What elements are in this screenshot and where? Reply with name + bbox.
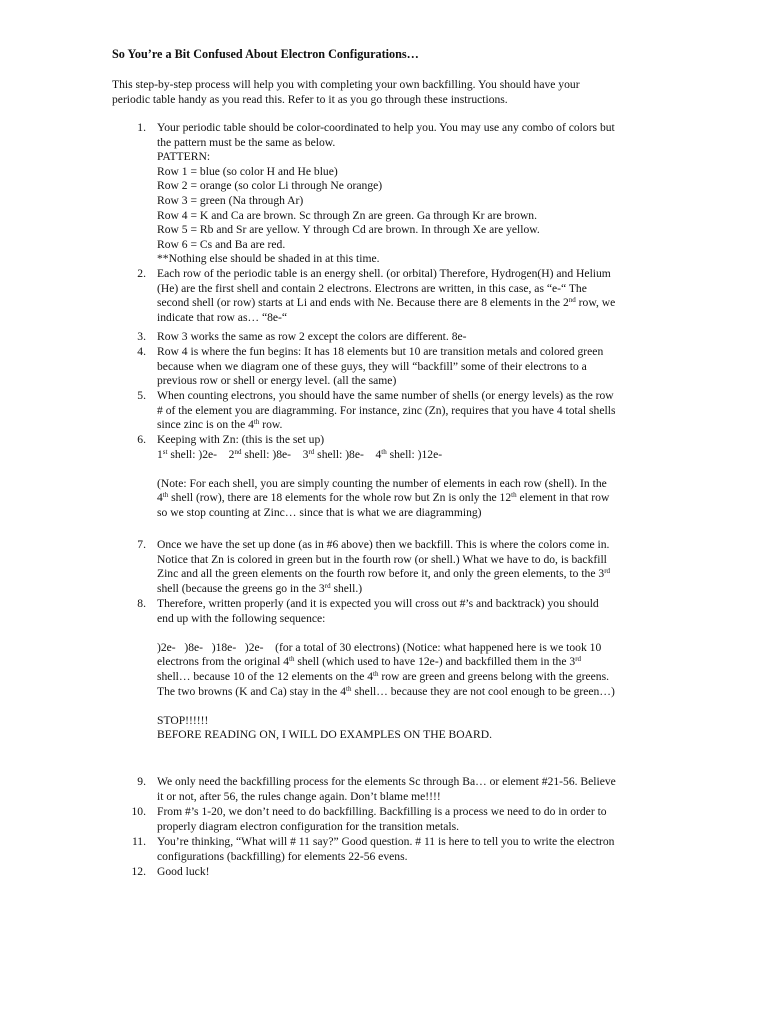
- item-text: [157, 835, 614, 864]
- document-title: So You’re a Bit Confused About Electron Configurations…: [112, 47, 419, 61]
- text-line: Once we have the set up done (as in #6 above) then we backfill. This is where the colors come in.: [157, 538, 610, 551]
- text-line: since zinc is on the 4th row.: [157, 418, 283, 432]
- text-line: Row 1 = blue (so color H and He blue): [157, 164, 338, 178]
- text-line: Keeping with Zn: (this is the set up): [157, 433, 325, 446]
- text-line: Good luck!: [157, 865, 210, 878]
- text-line: Your periodic table should be color-coordinated to help you. You may use any combo of colors but: [157, 121, 615, 134]
- text-line: # of the element you are diagramming. For instance, zinc (Zn), requires that you have 4 total shells: [157, 403, 616, 417]
- text-line: previous row or shell or energy level. (all the same): [157, 374, 397, 388]
- text-line: When counting electrons, you should have the same number of shells (or energy levels) as the row: [157, 389, 614, 402]
- item-text: [157, 538, 610, 596]
- item-text: [157, 865, 209, 880]
- text-line: PATTERN:: [157, 150, 211, 164]
- item-text: [157, 805, 607, 834]
- board-notice: BEFORE READING ON, I WILL DO EXAMPLES ON THE BOARD.: [157, 728, 493, 742]
- note-line: 4th shell (row), there are 18 elements for the whole row but Zn is only the 12th element in that row: [157, 491, 610, 505]
- item-number: 11.: [131, 835, 146, 848]
- item-text: [157, 330, 467, 345]
- text-line: the pattern must be the same as below.: [157, 135, 336, 149]
- text-line: Row 5 = Rb and Sr are yellow. Y through Cd are brown. In through Xe are yellow.: [157, 223, 540, 237]
- item-number: 8.: [137, 597, 146, 610]
- item-number: 6.: [137, 433, 146, 446]
- text-line: Therefore, written properly (and it is expected you will cross out #’s and backtrack) you should: [157, 597, 599, 610]
- stop-notice: STOP!!!!!!: [157, 713, 209, 727]
- text-line: Notice that Zn is colored in green but in the fourth row (or shell.) What we have to do, is backfill: [157, 552, 607, 566]
- item-number: 3.: [137, 330, 146, 343]
- item-number: 4.: [137, 345, 146, 358]
- item-number: 1.: [137, 121, 146, 134]
- text-line: Row 4 is where the fun begins: It has 18 elements but 10 are transition metals and colored green: [157, 345, 604, 358]
- item-text: [157, 121, 615, 267]
- note-line: (Note: For each shell, you are simply counting the number of elements in each row (shell). In the: [157, 476, 607, 490]
- text-line: it or not, after 56, the rules change again. Don’t blame me!!!!: [157, 789, 441, 803]
- text-line: second shell (or row) starts at Li and ends with Ne. Because there are 8 elements in the 2nd row, we: [157, 296, 616, 310]
- intro-line: This step-by-step process will help you with completing your own backfilling. You should have your: [112, 78, 580, 91]
- item-text: [157, 433, 609, 521]
- sequence-line: shell… because 10 of the 12 elements on the 4th row are green and greens belong with the greens.: [157, 669, 609, 683]
- item-number: 7.: [137, 538, 146, 551]
- item-number: 12.: [131, 865, 146, 878]
- text-line: (He) are the first shell and contain 2 electrons. Electrons are written, in this case, as “e-“ The: [157, 281, 587, 295]
- text-line: Row 2 = orange (so color Li through Ne orange): [157, 179, 383, 193]
- text-line: because when we diagram one of these guys, they will “backfill” some of their electrons to a: [157, 359, 587, 373]
- intro-line: periodic table handy as you read this. Refer to it as you go through these instructions.: [112, 93, 508, 106]
- text-line: Row 3 works the same as row 2 except the colors are different. 8e-: [157, 330, 467, 343]
- text-line: Row 4 = K and Ca are brown. Sc through Zn are green. Ga through Kr are brown.: [157, 208, 538, 222]
- text-line: Row 6 = Cs and Ba are red.: [157, 237, 286, 251]
- text-line: configurations (backfilling) for elements 22-56 evens.: [157, 849, 408, 863]
- item-text: [157, 775, 616, 804]
- item-number: 9.: [137, 775, 146, 788]
- text-line: From #’s 1-20, we don’t need to do backfilling. Backfilling is a process we need to do in order to: [157, 805, 607, 818]
- item-number: 10.: [131, 805, 146, 818]
- text-line: Each row of the periodic table is an energy shell. (or orbital) Therefore, Hydrogen(H) and Helium: [157, 267, 611, 280]
- item-text: [157, 345, 603, 389]
- item-text: [157, 597, 615, 743]
- text-line: We only need the backfilling process for the elements Sc through Ba… or element #21-56. Believe: [157, 775, 616, 788]
- note-line: so we stop counting at Zinc… since that is what we are diagramming): [157, 505, 482, 519]
- text-line: properly diagram electron configuration for the transition metals.: [157, 819, 459, 833]
- text-line: indicate that row as… “8e-“: [157, 310, 288, 324]
- text-line: Zinc and all the green elements on the fourth row before it, and only the green elements, to the 3rd: [157, 567, 611, 581]
- item-text: [157, 389, 615, 433]
- text-line: Row 3 = green (Na through Ar): [157, 193, 304, 207]
- sequence-line: )2e- )8e- )18e- )2e- (for a total of 30 electrons) (Notice: what happened here is we took 10: [157, 640, 602, 654]
- sequence-line: The two browns (K and Ca) stay in the 4th shell… because they are not cool enough to be green…): [157, 684, 615, 698]
- text-line: end up with the following sequence:: [157, 611, 326, 625]
- intro-paragraph: [112, 77, 672, 107]
- item-number: 5.: [137, 389, 146, 402]
- sequence-line: electrons from the original 4th shell (which used to have 12e-) and backfilled them in the 3rd: [157, 655, 582, 669]
- shell-setup-line: 1st shell: )2e- 2nd shell: )8e- 3rd shell: )8e- 4th shell: )12e-: [157, 447, 443, 461]
- text-line: You’re thinking, “What will # 11 say?” Good question. # 11 is here to tell you to write the electron: [157, 835, 615, 848]
- item-text: [157, 267, 615, 325]
- item-number: 2.: [137, 267, 146, 280]
- text-line: **Nothing else should be shaded in at this time.: [157, 252, 380, 266]
- text-line: shell (because the greens go in the 3rd shell.): [157, 581, 363, 595]
